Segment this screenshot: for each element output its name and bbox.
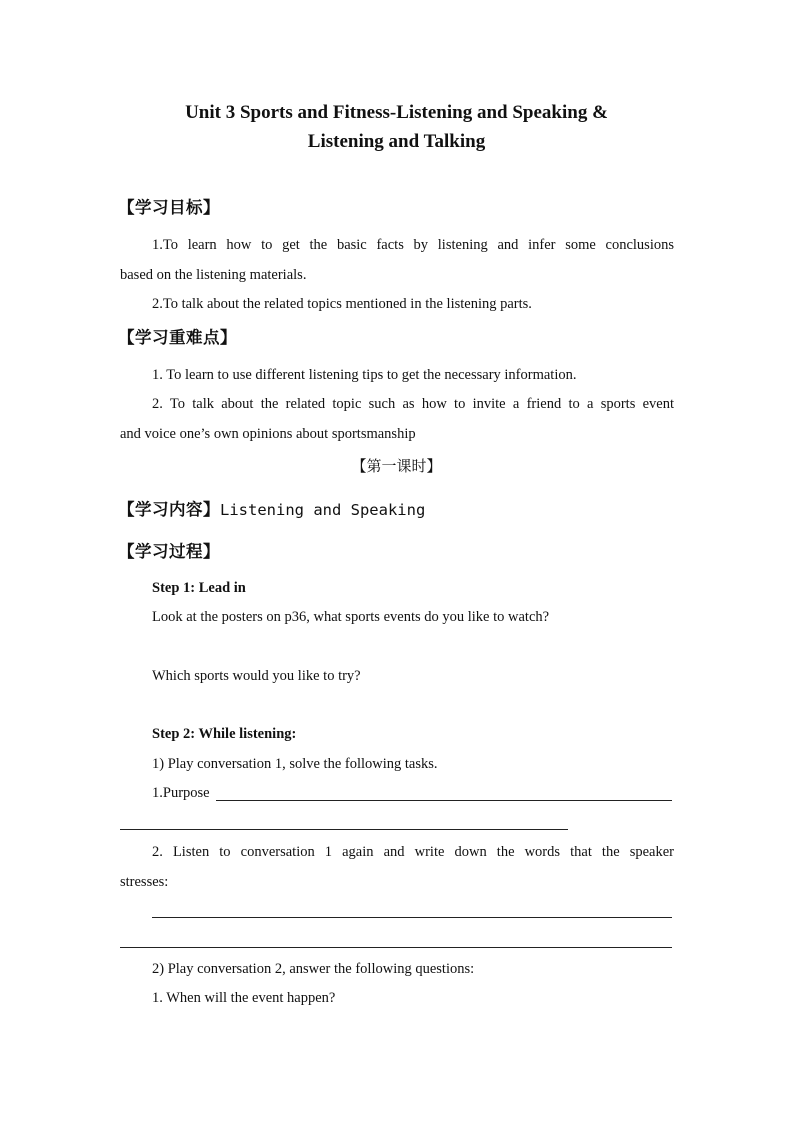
objective-2: 2.To talk about the related topics mentioned in the listening parts. <box>152 296 532 312</box>
content-heading-row <box>118 496 425 520</box>
task-2-intro: 2) Play conversation 2, answer the following questions: <box>152 961 475 977</box>
key-points-heading: 【学习重难点】 <box>118 328 237 347</box>
step-1-question-2: Which sports would you like to try? <box>152 668 361 684</box>
document-title-line-1: Unit 3 Sports and Fitness-Listening and Speaking & <box>185 102 608 123</box>
stress-words-answer-line-1[interactable] <box>152 917 672 918</box>
objective-1-line-2: based on the listening materials. <box>120 267 307 283</box>
objectives-heading: 【学习目标】 <box>118 198 220 217</box>
key-point-2-line-1: 2. To talk about the related topic such as how to invite a friend to a sports event <box>152 396 674 412</box>
purpose-answer-line-2[interactable] <box>120 829 568 830</box>
objective-1-line-1: 1.To learn how to get the basic facts by listening and infer some conclusions <box>152 237 674 253</box>
lesson-marker: 【第一课时】 <box>351 457 442 475</box>
key-point-1: 1. To learn to use different listening tips to get the necessary information. <box>152 367 577 383</box>
step-1-question-1: Look at the posters on p36, what sports events do you like to watch? <box>152 609 550 625</box>
process-heading: 【学习过程】 <box>118 542 220 561</box>
task-1-intro: 1) Play conversation 1, solve the following tasks. <box>152 756 438 772</box>
content-value: Listening and Speaking <box>220 501 426 519</box>
step-1-title: Step 1: Lead in <box>152 580 246 596</box>
stress-words-answer-line-2[interactable] <box>120 947 672 948</box>
key-point-2-line-2: and voice one’s own opinions about sportsmanship <box>120 426 416 442</box>
step-2-title: Step 2: While listening: <box>152 726 297 742</box>
purpose-answer-line-1[interactable] <box>216 800 672 801</box>
task-1-item-2-line-2: stresses: <box>120 874 169 890</box>
content-heading: 【学习内容】 <box>118 500 220 519</box>
document-title-line-2: Listening and Talking <box>307 131 486 152</box>
task-1-item-2-line-1: 2. Listen to conversation 1 again and write down the words that the speaker <box>152 844 674 860</box>
task-2-question-1: 1. When will the event happen? <box>152 990 336 1006</box>
task-1-purpose-label: 1.Purpose <box>152 785 210 801</box>
